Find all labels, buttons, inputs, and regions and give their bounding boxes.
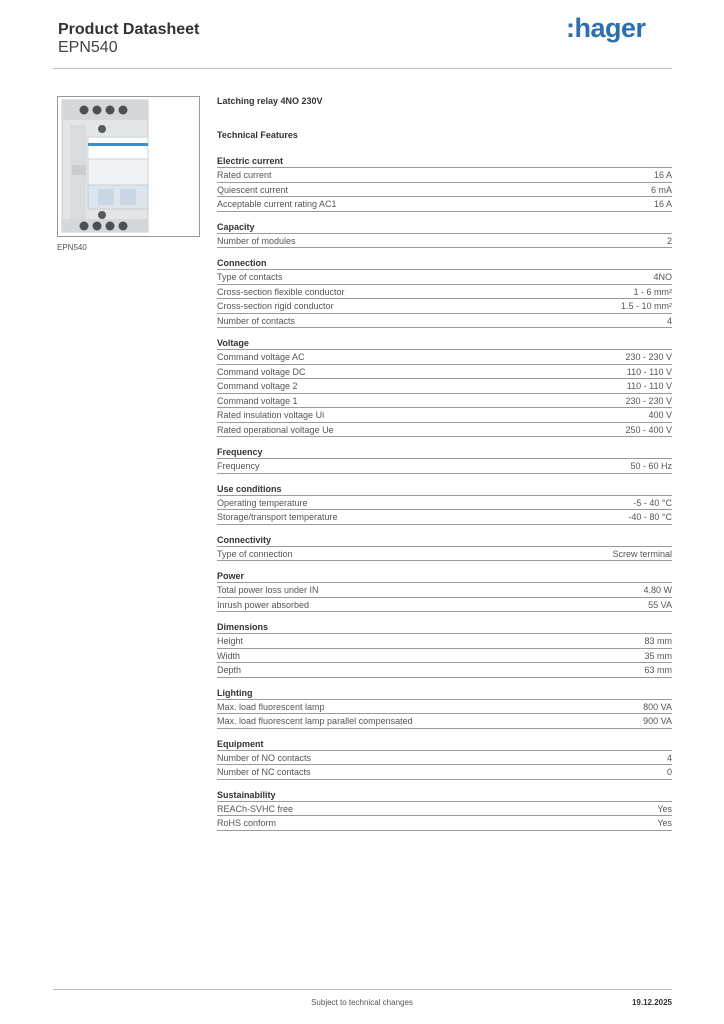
header-divider xyxy=(53,68,672,69)
spec-label: Cross-section rigid conductor xyxy=(217,301,334,311)
spec-label: Command voltage DC xyxy=(217,366,306,377)
spec-label: Max. load fluorescent lamp parallel compensated xyxy=(217,716,413,726)
spec-value: 400 V xyxy=(648,410,672,420)
spec-value: -5 - 40 °C xyxy=(633,497,672,508)
section-heading: Equipment xyxy=(217,738,672,751)
spec-label: REACh-SVHC free xyxy=(217,803,294,814)
spec-section xyxy=(217,687,672,729)
spec-row xyxy=(217,365,672,380)
spec-value: 35 mm xyxy=(644,650,672,661)
product-image-caption: EPN540 xyxy=(57,243,87,252)
footer-divider xyxy=(53,989,672,990)
spec-value: 16 A xyxy=(653,170,672,180)
spec-section xyxy=(217,738,672,780)
spec-value: 230 - 230 V xyxy=(625,352,672,362)
section-heading: Sustainability xyxy=(217,789,672,802)
spec-label: Number of contacts xyxy=(217,315,296,326)
spec-section xyxy=(217,789,672,831)
specs-table xyxy=(217,155,672,840)
spec-row xyxy=(217,510,672,525)
spec-label: Number of modules xyxy=(217,235,296,246)
spec-row xyxy=(217,634,672,649)
spec-value: 1 - 6 mm² xyxy=(633,286,672,297)
spec-value: 1.5 - 10 mm² xyxy=(620,301,672,311)
spec-value: 6 mA xyxy=(650,184,672,195)
product-description: Latching relay 4NO 230V xyxy=(217,96,323,106)
product-image xyxy=(57,96,200,237)
spec-value: 4 xyxy=(666,315,672,326)
footer-note: Subject to technical changes xyxy=(311,998,413,1007)
spec-value: 250 - 400 V xyxy=(625,424,672,435)
spec-section xyxy=(217,621,672,678)
spec-value: 4 xyxy=(666,752,672,763)
spec-label: Quiescent current xyxy=(217,184,289,195)
product-code-heading: EPN540 xyxy=(58,39,118,56)
spec-label: Inrush power absorbed xyxy=(217,599,310,610)
spec-row xyxy=(217,751,672,766)
spec-label: Rated current xyxy=(217,170,272,180)
spec-label: Storage/transport temperature xyxy=(217,512,338,522)
spec-section xyxy=(217,570,672,612)
hager-logo: :hager xyxy=(566,13,646,43)
spec-value: 0 xyxy=(666,767,672,777)
spec-value: 110 - 110 V xyxy=(626,366,672,377)
spec-row xyxy=(217,197,672,212)
spec-row xyxy=(217,379,672,394)
spec-row xyxy=(217,423,672,438)
spec-value: 16 A xyxy=(653,199,672,209)
spec-row xyxy=(217,408,672,423)
spec-row xyxy=(217,598,672,613)
section-heading: Power xyxy=(217,570,672,583)
spec-row xyxy=(217,234,672,249)
spec-section xyxy=(217,221,672,249)
spec-label: Operating temperature xyxy=(217,497,308,508)
spec-label: Width xyxy=(217,650,241,661)
spec-section xyxy=(217,155,672,212)
spec-label: Rated insulation voltage Ui xyxy=(217,410,325,420)
section-heading: Electric current xyxy=(217,155,672,168)
spec-row xyxy=(217,183,672,198)
spec-row xyxy=(217,270,672,285)
spec-row xyxy=(217,299,672,314)
spec-value: -40 - 80 °C xyxy=(628,512,672,522)
spec-value: Yes xyxy=(657,803,672,814)
spec-section xyxy=(217,483,672,525)
spec-row xyxy=(217,394,672,409)
spec-value: 83 mm xyxy=(644,636,672,646)
page-title: Product Datasheet xyxy=(58,21,200,38)
spec-label: Type of connection xyxy=(217,548,293,559)
section-heading: Use conditions xyxy=(217,483,672,496)
spec-label: Rated operational voltage Ue xyxy=(217,424,334,435)
spec-value: 50 - 60 Hz xyxy=(630,461,672,471)
spec-row xyxy=(217,547,672,562)
section-heading: Connectivity xyxy=(217,534,672,547)
spec-value: Yes xyxy=(657,818,672,828)
spec-row xyxy=(217,459,672,474)
spec-value: 4NO xyxy=(653,272,672,282)
section-heading: Voltage xyxy=(217,337,672,350)
spec-row xyxy=(217,649,672,664)
spec-label: Command voltage 2 xyxy=(217,381,298,391)
spec-value: 110 - 110 V xyxy=(626,381,672,391)
spec-row xyxy=(217,285,672,300)
spec-row xyxy=(217,714,672,729)
spec-row xyxy=(217,700,672,715)
spec-label: Frequency xyxy=(217,461,260,471)
section-heading: Lighting xyxy=(217,687,672,700)
section-heading: Frequency xyxy=(217,446,672,459)
spec-row xyxy=(217,496,672,511)
spec-value: 800 VA xyxy=(643,701,672,712)
spec-label: Depth xyxy=(217,665,242,675)
spec-label: Acceptable current rating AC1 xyxy=(217,199,337,209)
spec-value: 2 xyxy=(666,235,672,246)
spec-value: 4.80 W xyxy=(643,585,672,595)
spec-label: Command voltage AC xyxy=(217,352,305,362)
spec-label: Type of contacts xyxy=(217,272,283,282)
spec-section xyxy=(217,446,672,474)
spec-value: 63 mm xyxy=(644,665,672,675)
spec-value: 230 - 230 V xyxy=(625,395,672,406)
spec-row xyxy=(217,765,672,780)
section-heading: Connection xyxy=(217,257,672,270)
footer-date: 19.12.2025 xyxy=(631,998,672,1007)
technical-features-heading: Technical Features xyxy=(217,130,298,140)
spec-section xyxy=(217,337,672,437)
spec-row xyxy=(217,816,672,831)
spec-label: Height xyxy=(217,636,244,646)
spec-section xyxy=(217,534,672,562)
spec-label: RoHS conform xyxy=(217,818,277,828)
spec-label: Number of NO contacts xyxy=(217,752,312,763)
spec-label: Number of NC contacts xyxy=(217,767,311,777)
spec-row xyxy=(217,583,672,598)
section-heading: Dimensions xyxy=(217,621,672,634)
spec-row xyxy=(217,350,672,365)
spec-value: 900 VA xyxy=(643,716,672,726)
spec-value: 55 VA xyxy=(648,599,672,610)
spec-value: Screw terminal xyxy=(612,548,672,559)
spec-section xyxy=(217,257,672,328)
spec-row xyxy=(217,168,672,183)
spec-label: Max. load fluorescent lamp xyxy=(217,701,325,712)
section-heading: Capacity xyxy=(217,221,672,234)
spec-label: Cross-section flexible conductor xyxy=(217,286,345,297)
spec-label: Total power loss under IN xyxy=(217,585,319,595)
spec-row xyxy=(217,802,672,817)
spec-row xyxy=(217,314,672,329)
spec-row xyxy=(217,663,672,678)
spec-label: Command voltage 1 xyxy=(217,395,298,406)
